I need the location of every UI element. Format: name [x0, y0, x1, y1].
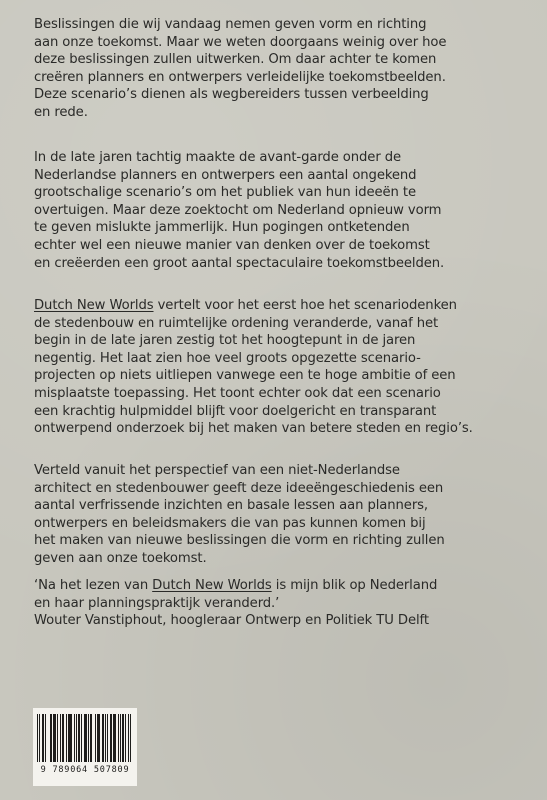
quote-attribution: Wouter Vanstiphout, hoogleraar Ontwerp en Politiek TU Delft — [34, 613, 429, 629]
text-line: negentig. Het laat zien hoe veel groots opgezette scenario- — [34, 350, 421, 366]
barcode-digits: 9 789064 507809 — [40, 765, 130, 775]
barcode-bars — [37, 714, 133, 762]
text-line: architect en stedenbouwer geeft deze ideeëngeschiedenis een — [34, 480, 444, 496]
text-segment: vertelt voor het eerst hoe het scenariodenken — [153, 298, 457, 313]
text-segment: ‘Na het lezen van — [34, 578, 153, 593]
text-line: Nederlandse planners en ontwerpers een aantal ongekend — [34, 167, 417, 183]
perspective-paragraph — [34, 462, 524, 568]
text-line: deze beslissingen zullen uitwerken. Om daar achter te komen — [34, 52, 437, 68]
book-title: Dutch New Worlds — [34, 298, 154, 313]
book-summary-paragraph — [34, 297, 524, 438]
intro-paragraph — [34, 16, 524, 122]
text-line: In de late jaren tachtig maakte de avant-garde onder de — [34, 150, 402, 165]
text-line: Beslissingen die wij vandaag nemen geven vorm en richting — [34, 17, 427, 32]
quote-line: en haar planningspraktijk veranderd.’ — [34, 595, 280, 611]
text-line: begin in de late jaren zestig tot het hoogtepunt in de jaren — [34, 333, 416, 349]
text-line: grootschalige scenario’s om het publiek van hun ideeën te — [34, 185, 416, 201]
book-title: Dutch New Worlds — [152, 578, 272, 593]
text-line: geven aan onze toekomst. — [34, 550, 207, 566]
text-line: overtuigen. Maar deze zoektocht om Nederland opnieuw vorm — [34, 202, 442, 218]
text-line: ontwerpers en beleidsmakers die van pas kunnen komen bij — [34, 515, 426, 531]
text-line: de stedenbouw en ruimtelijke ordening veranderde, vanaf het — [34, 315, 439, 331]
text-line: Deze scenario’s dienen als wegbereiders tussen verbeelding — [34, 87, 429, 103]
text-line: aantal verfrissende inzichten en basale lessen aan planners, — [34, 498, 428, 514]
text-line: het maken van nieuwe beslissingen die vorm en richting zullen — [34, 533, 445, 549]
text-line: aan onze toekomst. Maar we weten doorgaans weinig over hoe — [34, 34, 447, 50]
text-line: en rede. — [34, 104, 88, 120]
text-line: misplaatste toepassing. Het toont echter ook dat een scenario — [34, 385, 441, 401]
text-line: en creëerden een groot aantal spectaculaire toekomstbeelden. — [34, 255, 445, 271]
text-line: te geven mislukte jammerlijk. Hun pogingen ontketenden — [34, 220, 410, 236]
quote-line — [34, 577, 524, 595]
text-line: creëren planners en ontwerpers verleidelijke toekomstbeelden. — [34, 69, 446, 85]
barcode-bar — [130, 714, 131, 762]
isbn-barcode — [33, 708, 137, 786]
text-line: projecten op niets uitliepen vanwege een te hoge ambitie of een — [34, 368, 456, 384]
text-segment: is mijn blik op Nederland — [271, 578, 438, 593]
history-paragraph — [34, 149, 524, 272]
text-line: Verteld vanuit het perspectief van een niet-Nederlandse — [34, 463, 400, 478]
review-quote — [34, 577, 524, 630]
text-line — [34, 297, 524, 315]
text-line: ontwerpend onderzoek bij het maken van betere steden en regio’s. — [34, 421, 473, 437]
text-line: echter wel een nieuwe manier van denken over de toekomst — [34, 237, 430, 253]
text-line: een krachtig hulpmiddel blijft voor doelgericht en transparant — [34, 403, 437, 419]
